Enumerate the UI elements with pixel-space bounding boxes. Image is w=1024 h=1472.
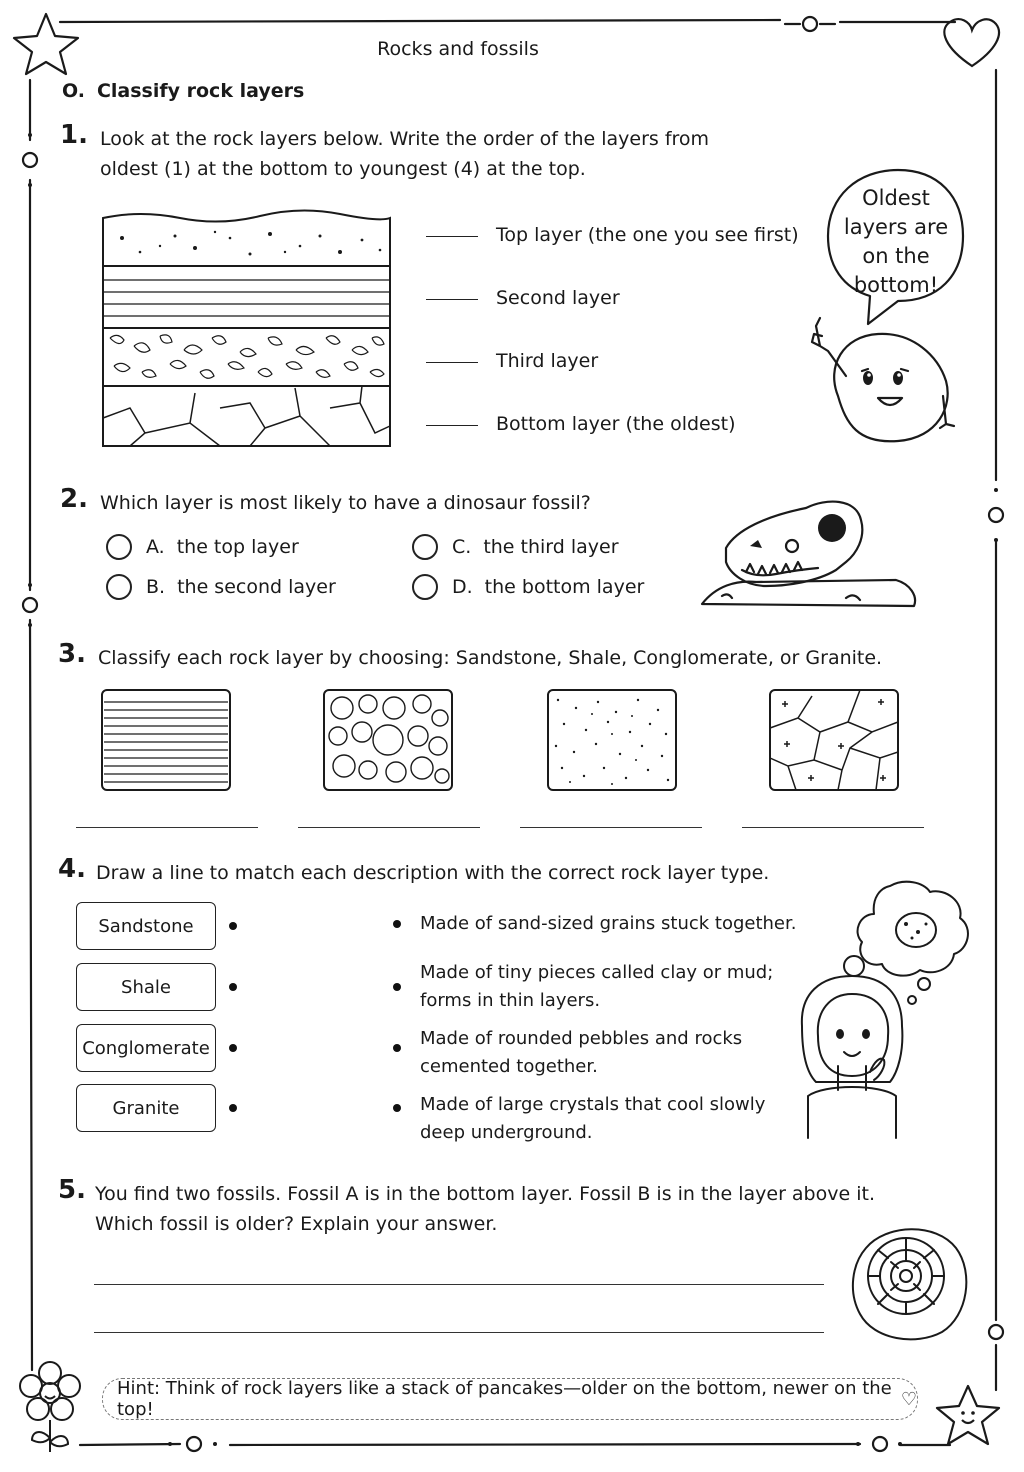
answer-line-1[interactable]	[76, 826, 258, 828]
q4-number: 4.	[58, 854, 86, 884]
answer-blank[interactable]	[426, 424, 478, 426]
description-line: Made of tiny pieces called clay or mud;	[420, 962, 774, 983]
option-letter: B.	[146, 576, 166, 598]
q3-text: Classify each rock layer by choosing: Sandstone, Shale, Conglomerate, or Granite.	[98, 647, 883, 669]
thought-bubble	[858, 882, 968, 976]
flower-icon	[20, 1362, 80, 1452]
section-marker: O.	[62, 80, 85, 102]
sandstone-sample-icon	[546, 688, 678, 792]
description-line: forms in thin layers.	[420, 990, 601, 1011]
description-1	[420, 910, 796, 938]
match-dot-left[interactable]	[229, 1104, 237, 1112]
ammonite-fossil-icon	[846, 1218, 972, 1344]
bubble-line: Oldest	[862, 186, 930, 210]
q5-answer-line-1[interactable]	[94, 1283, 824, 1285]
bubble-line: on the	[862, 244, 930, 268]
conglomerate-sample-icon	[322, 688, 454, 792]
section-heading	[62, 80, 304, 102]
rock-character	[834, 334, 947, 441]
page-title: Rocks and fossils	[377, 38, 539, 60]
radio-circle[interactable]	[106, 534, 132, 560]
q1-text	[100, 124, 709, 184]
bubble-line: layers are	[843, 215, 949, 239]
answer-line-4[interactable]	[742, 826, 924, 828]
option-text: the third layer	[483, 536, 619, 558]
description-2	[420, 959, 773, 1015]
option-letter: C.	[452, 536, 472, 558]
description-line: Made of sand-sized grains stuck together.	[420, 913, 797, 934]
radio-circle[interactable]	[106, 574, 132, 600]
match-dot-right[interactable]	[393, 1104, 401, 1112]
rock-type-shale[interactable]: Shale	[76, 963, 216, 1011]
speech-bubble-text	[828, 184, 964, 300]
layer-answer-second	[426, 287, 620, 309]
smiling-star-icon	[937, 1386, 999, 1444]
q4-text: Draw a line to match each description with the correct rock layer type.	[96, 862, 770, 884]
radio-circle[interactable]	[412, 574, 438, 600]
radio-circle[interactable]	[412, 534, 438, 560]
heart-icon	[944, 19, 999, 66]
layer-label-second: Second layer	[496, 287, 620, 309]
option-b[interactable]	[106, 574, 336, 600]
description-4	[420, 1091, 765, 1147]
thinking-girl-illustration	[794, 876, 974, 1142]
option-letter: A.	[146, 536, 165, 558]
layer-label-bottom: Bottom layer (the oldest)	[496, 413, 736, 435]
rock-type-conglomerate[interactable]: Conglomerate	[76, 1024, 216, 1072]
option-c[interactable]	[412, 534, 619, 560]
match-dot-left[interactable]	[229, 922, 237, 930]
shale-sample-icon	[100, 688, 232, 792]
q1-text-line1: Look at the rock layers below. Write the order of the layers from	[100, 128, 710, 150]
option-a[interactable]	[106, 534, 299, 560]
dinosaur-skull-icon	[696, 490, 922, 616]
answer-line-2[interactable]	[298, 826, 480, 828]
layer-label-top: Top layer (the one you see first)	[496, 224, 799, 246]
rock-type-granite[interactable]: Granite	[76, 1084, 216, 1132]
q5-answer-line-2[interactable]	[94, 1331, 824, 1333]
hint-text: Hint: Think of rock layers like a stack of pancakes—older on the bottom, newer on the top!	[117, 1378, 892, 1420]
description-line: deep underground.	[420, 1122, 593, 1143]
answer-blank[interactable]	[426, 235, 478, 237]
description-line: Made of rounded pebbles and rocks	[420, 1028, 743, 1049]
option-d[interactable]	[412, 574, 644, 600]
q3-number: 3.	[58, 639, 86, 669]
granite-sample-icon	[768, 688, 900, 792]
layer-answer-third	[426, 350, 598, 372]
q5-text-line2: Which fossil is older? Explain your answer.	[95, 1213, 498, 1235]
q5-text-line1: You find two fossils. Fossil A is in the bottom layer. Fossil B is in the layer above it.	[95, 1183, 875, 1205]
rock-layers-diagram	[100, 208, 396, 450]
layer-label-third: Third layer	[496, 350, 599, 372]
answer-blank[interactable]	[426, 298, 478, 300]
heart-icon: ♡	[900, 1388, 917, 1410]
match-dot-left[interactable]	[229, 1044, 237, 1052]
q1-text-line2: oldest (1) at the bottom to youngest (4) at the top.	[100, 158, 586, 180]
q2-text: Which layer is most likely to have a dinosaur fossil?	[100, 492, 591, 514]
q5-number: 5.	[58, 1175, 86, 1205]
option-text: the top layer	[176, 536, 299, 558]
hint-box	[102, 1378, 918, 1420]
answer-blank[interactable]	[426, 361, 478, 363]
section-title: Classify rock layers	[96, 80, 305, 102]
option-letter: D.	[452, 576, 473, 598]
bubble-line: bottom!	[853, 273, 939, 297]
match-dot-right[interactable]	[393, 983, 401, 991]
answer-line-3[interactable]	[520, 826, 702, 828]
description-3	[420, 1025, 742, 1081]
option-text: the bottom layer	[484, 576, 645, 598]
match-dot-right[interactable]	[393, 920, 401, 928]
q1-number: 1.	[60, 120, 88, 150]
match-dot-left[interactable]	[229, 983, 237, 991]
description-line: cemented together.	[420, 1056, 598, 1077]
q5-text	[95, 1179, 875, 1239]
layer-answer-bottom	[426, 413, 736, 435]
option-text: the second layer	[177, 576, 336, 598]
layer-answer-top	[426, 224, 799, 246]
q2-number: 2.	[60, 484, 88, 514]
match-dot-right[interactable]	[393, 1044, 401, 1052]
description-line: Made of large crystals that cool slowly	[420, 1094, 766, 1115]
rock-type-sandstone[interactable]: Sandstone	[76, 902, 216, 950]
